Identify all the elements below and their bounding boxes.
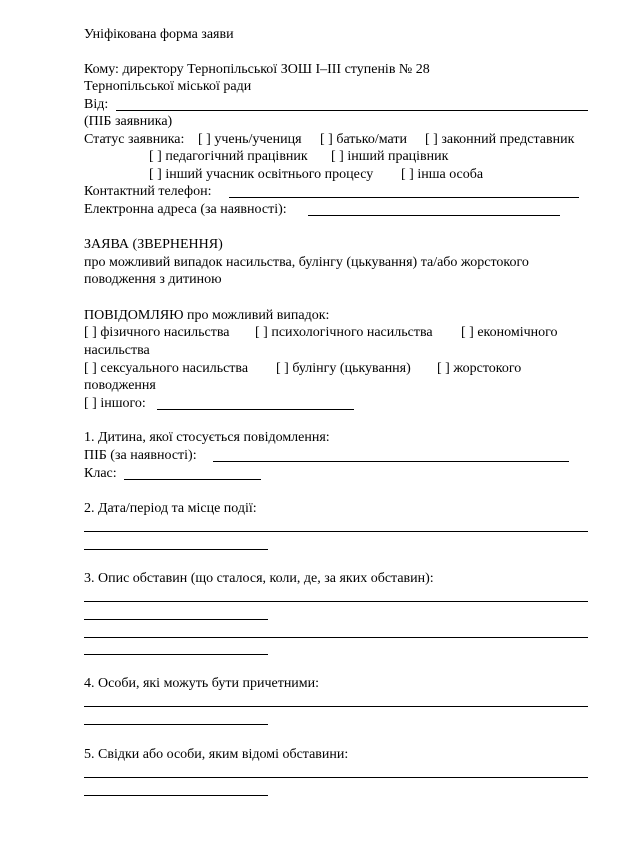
- event-date-place-line-2[interactable]: [84, 549, 268, 550]
- status-option-other-participant[interactable]: [ ] інший учасник освітнього процесу: [149, 167, 374, 182]
- involved-persons-line-2[interactable]: [84, 724, 268, 725]
- statement-line-1: про можливий випадок насильства, булінгу (цькування) та/або жорстокого: [84, 255, 529, 270]
- status-option-other-person[interactable]: [ ] інша особа: [401, 167, 484, 182]
- contact-phone-field[interactable]: [229, 197, 579, 198]
- email-label: Електронна адреса (за наявності):: [84, 202, 287, 217]
- child-class-field[interactable]: [124, 479, 261, 480]
- witnesses-line-2[interactable]: [84, 795, 268, 796]
- report-option-other[interactable]: [ ] іншого:: [84, 396, 146, 411]
- witnesses-line-1[interactable]: [84, 777, 588, 778]
- report-option-cruel-cont: поводження: [84, 378, 156, 393]
- recipient-line-2: Тернопільської міської ради: [84, 79, 252, 94]
- involved-persons-line-1[interactable]: [84, 706, 588, 707]
- description-line-3[interactable]: [84, 637, 588, 638]
- from-label: Від:: [84, 97, 109, 112]
- report-option-cruel[interactable]: [ ] жорстокого: [437, 361, 522, 376]
- applicant-name-hint: (ПІБ заявника): [84, 114, 173, 129]
- statement-line-2: поводження з дитиною: [84, 272, 222, 287]
- description-line-2[interactable]: [84, 619, 268, 620]
- section-3-title: 3. Опис обставин (що сталося, коли, де, за яких обставин):: [84, 571, 434, 586]
- section-4-title: 4. Особи, які можуть бути причетними:: [84, 676, 320, 691]
- child-class-label: Клас:: [84, 466, 117, 481]
- recipient-line-1: Кому: директору Тернопільської ЗОШ I–III ступенів № 28: [84, 62, 430, 77]
- event-date-place-line-1[interactable]: [84, 531, 588, 532]
- child-name-field[interactable]: [213, 461, 569, 462]
- report-option-psychological[interactable]: [ ] психологічного насильства: [255, 325, 433, 340]
- section-5-title: 5. Свідки або особи, яким відомі обставини:: [84, 747, 349, 762]
- applicant-name-field[interactable]: [116, 110, 588, 111]
- report-option-bullying[interactable]: [ ] булінгу (цькування): [276, 361, 411, 376]
- email-field[interactable]: [308, 215, 560, 216]
- status-option-student[interactable]: [ ] учень/учениця: [198, 132, 302, 147]
- section-1-title: 1. Дитина, якої стосується повідомлення:: [84, 430, 330, 445]
- section-2-title: 2. Дата/період та місце події:: [84, 501, 257, 516]
- report-option-sexual[interactable]: [ ] сексуального насильства: [84, 361, 249, 376]
- contact-phone-label: Контактний телефон:: [84, 184, 212, 199]
- report-option-economic[interactable]: [ ] економічного: [461, 325, 558, 340]
- status-option-teacher[interactable]: [ ] педагогічний працівник: [149, 149, 308, 164]
- statement-title: ЗАЯВА (ЗВЕРНЕННЯ): [84, 237, 223, 252]
- report-option-economic-cont: насильства: [84, 343, 150, 358]
- status-option-other-worker[interactable]: [ ] інший працівник: [331, 149, 449, 164]
- status-label: Статус заявника:: [84, 132, 185, 147]
- report-intro: ПОВІДОМЛЯЮ про можливий випадок:: [84, 308, 330, 323]
- form-title: Уніфікована форма заяви: [84, 27, 234, 42]
- description-line-4[interactable]: [84, 654, 268, 655]
- report-other-field[interactable]: [157, 409, 354, 410]
- report-option-physical[interactable]: [ ] фізичного насильства: [84, 325, 230, 340]
- child-name-label: ПІБ (за наявності):: [84, 448, 197, 463]
- description-line-1[interactable]: [84, 601, 588, 602]
- status-option-parent[interactable]: [ ] батько/мати: [320, 132, 408, 147]
- status-option-guardian[interactable]: [ ] законний представник: [425, 132, 575, 147]
